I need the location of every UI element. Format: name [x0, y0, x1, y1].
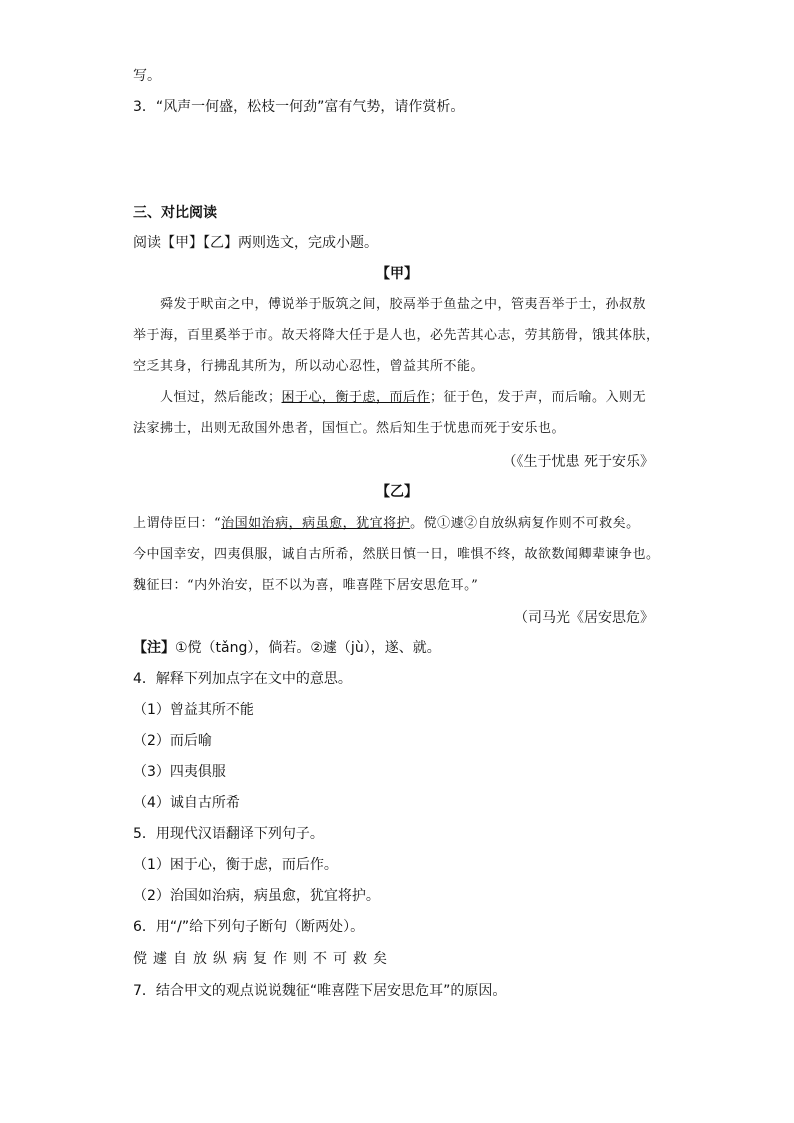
passage-jia-source: （《生于忧患 死于安乐》	[502, 454, 654, 470]
underlined-sentence: 治国如治病，病虽愈，犹宜将护	[221, 516, 411, 531]
question-4: 4．解释下列加点字在文中的意思。	[133, 671, 352, 687]
passage-jia-line: 举于海，百里奚举于市。故天将降大任于是人也，必先苦其心志，劳其筋骨，饿其体肤，	[133, 328, 660, 343]
question-6: 6．用“/”给下列句子断句（断两处）。	[133, 919, 365, 935]
annotation-text: ①傥（tǎng），倘若。②遽（jù），遂、就。	[175, 640, 441, 656]
question-5: 5．用现代汉语翻译下列句子。	[133, 826, 324, 842]
question-4-item: （2）而后喻	[133, 733, 212, 749]
question-4-item: （4）诚自古所希	[133, 795, 240, 811]
passage-text: ；征于色，发于声，而后喻。入则无	[430, 390, 647, 405]
question-7: 7．结合甲文的观点说说魏征“唯喜陛下居安思危耳”的原因。	[133, 983, 507, 999]
passage-text: 上谓侍臣曰：“	[133, 516, 222, 531]
question-4-item: （1）曾益其所不能	[133, 702, 254, 718]
annotation	[133, 638, 441, 658]
section-title: 三、对比阅读	[133, 205, 217, 221]
underlined-sentence: 困于心，衡于虑，而后作	[281, 390, 431, 405]
section-instruction: 阅读【甲】【乙】两则选文，完成小题。	[133, 235, 378, 251]
passage-text: 人恒过，然后能改；	[160, 390, 282, 405]
passage-jia-line	[160, 388, 646, 408]
passage-yi-line	[133, 514, 640, 534]
passage-jia-line: 法家拂士，出则无敌国外患者，国恒亡。然后知生于忧患而死于安乐也。	[133, 421, 566, 436]
question-5-item: （1）困于心，衡于虑，而后作。	[133, 857, 338, 873]
annotation-label: 【注】	[133, 640, 175, 656]
passage-yi-source: （司马光《居安思危》	[514, 610, 654, 626]
question-3: 3．“风声一何盛，松枝一何劲”富有气势，请作赏析。	[133, 99, 465, 115]
passage-jia-line: 舜发于畎亩之中，傅说举于版筑之间，胶鬲举于鱼盐之中，管夷吾举于士，孙叔敖	[160, 297, 647, 312]
passage-text: 。傥①遽②自放纵病复作则不可救矣。	[410, 516, 640, 531]
passage-jia-heading: 【甲】	[376, 266, 418, 282]
passage-yi-heading: 【乙】	[376, 484, 418, 500]
passage-jia-line: 空乏其身，行拂乱其所为，所以动心忍性，曾益其所不能。	[133, 359, 485, 374]
question-4-item: （3）四夷俱服	[133, 764, 226, 780]
question-5-item: （2）治国如治病，病虽愈，犹宜将护。	[133, 888, 380, 904]
passage-yi-line: 魏征曰：“内外治安，臣不以为喜，唯喜陛下居安思危耳。”	[133, 578, 479, 593]
text-line: 写。	[133, 68, 161, 84]
question-6-sentence: 傥遽自放纵病复作则不可救矣	[133, 951, 393, 967]
passage-yi-line: 今中国幸安，四夷俱服，诚自古所希，然朕日慎一日，唯惧不终，故欲数闻卿辈谏争也。	[133, 547, 660, 562]
